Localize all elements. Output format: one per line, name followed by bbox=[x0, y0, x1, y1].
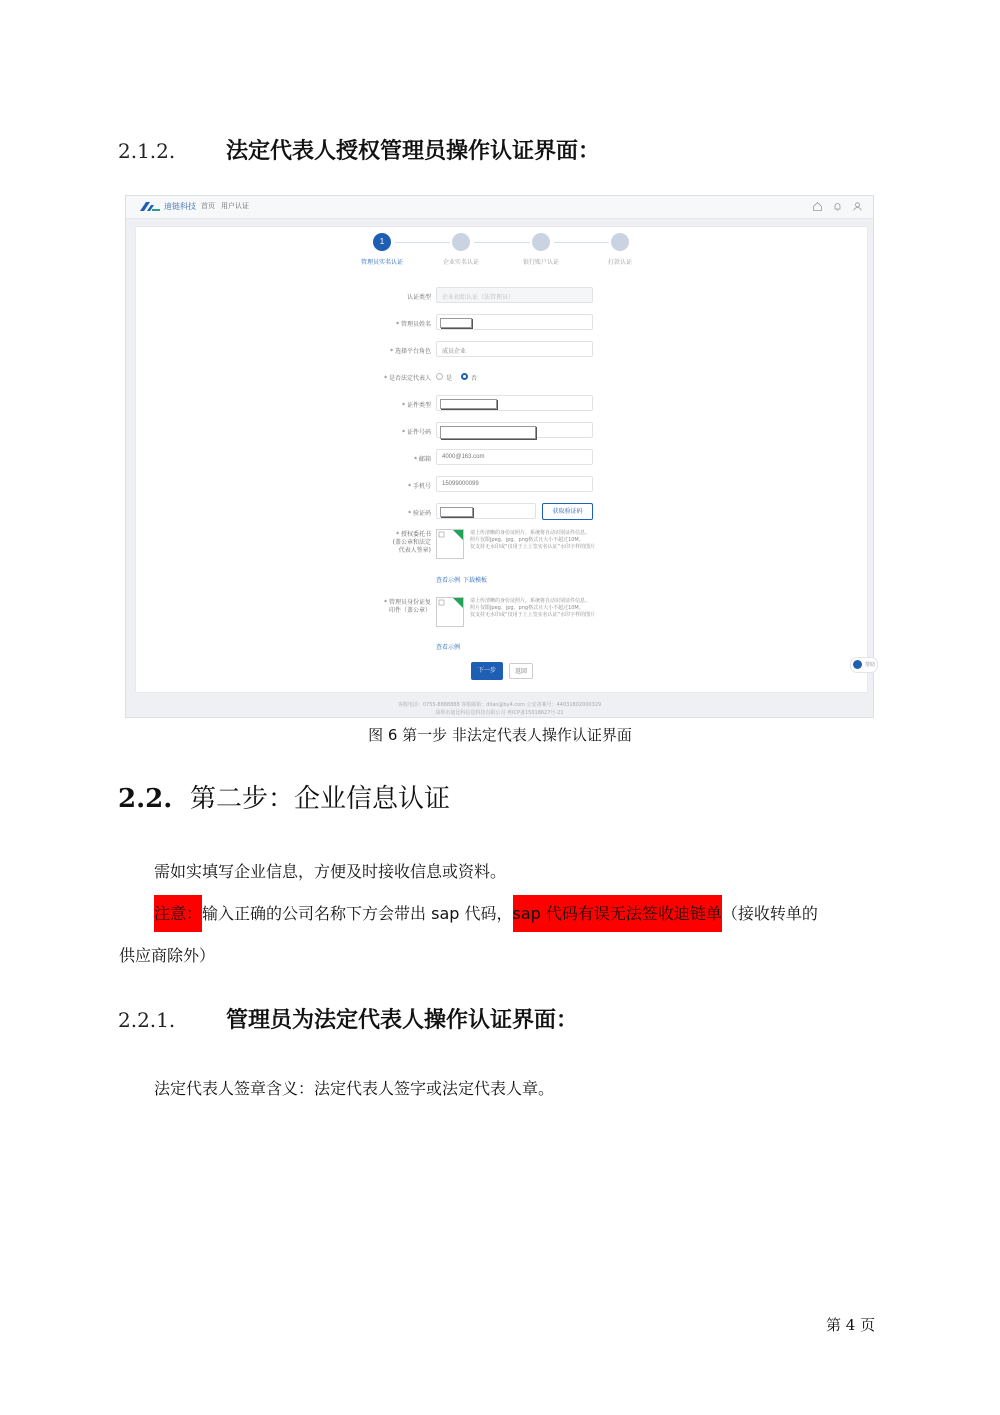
step-connector bbox=[395, 242, 450, 243]
help-float-button[interactable] bbox=[850, 657, 878, 673]
step-connector bbox=[474, 242, 530, 243]
app-footer-line-1: 客服电话：0755-8888888 客服邮箱：dlian@by4.com 公安备案号：44031802000329 bbox=[397, 702, 602, 708]
download-template-link[interactable]: 下载模板 bbox=[463, 577, 488, 584]
section-title: 法定代表人授权管理员操作认证界面： bbox=[226, 139, 601, 164]
step-4-label: 打款认证 bbox=[607, 259, 632, 266]
radio-no[interactable] bbox=[461, 373, 468, 380]
section-heading-2-2-1 bbox=[118, 1003, 578, 1034]
auth-letter-label-line: * 授权委托书 bbox=[396, 531, 431, 538]
radio-no-label: 否 bbox=[471, 375, 478, 382]
redaction-box bbox=[440, 426, 536, 439]
step-1-indicator: 1 bbox=[373, 233, 391, 251]
section-title: 管理员为法定代表人操作认证界面： bbox=[226, 1008, 579, 1033]
step-4-indicator bbox=[611, 233, 629, 251]
next-button[interactable]: 下一步 bbox=[471, 662, 503, 680]
upload-tip bbox=[470, 530, 640, 551]
auth-letter-label-line: (盖公章和法定 bbox=[392, 539, 431, 546]
upload-tip-line: 请上传清晰的身份证照片，系统将自动识别证件信息。 bbox=[470, 530, 591, 536]
sap-warning-highlight: sap 代码有误无法签收迪链单 bbox=[513, 895, 722, 932]
auth-type-select[interactable]: 企业初始认证（法管理员） bbox=[436, 287, 593, 303]
nav-user-auth-link[interactable]: 用户认证 bbox=[221, 202, 249, 210]
step-3-indicator bbox=[532, 233, 550, 251]
figure-caption: 图 6 第一步 非法定代表人操作认证界面 bbox=[368, 726, 632, 744]
auth-type-label: 认证类型 bbox=[406, 294, 431, 301]
cert-type-label: * 证件类型 bbox=[402, 402, 431, 409]
upload-tip bbox=[470, 598, 640, 619]
note-text: 输入正确的公司名称下方会带出 sap 代码， bbox=[202, 904, 513, 923]
cert-no-label: * 证件号码 bbox=[402, 429, 431, 436]
upload-tip-line: 仅支持无水印或“仅用于上上签实名认证”水印字样的图片 bbox=[470, 612, 596, 618]
bell-icon[interactable] bbox=[832, 201, 843, 212]
note-label-highlight: 注意： bbox=[154, 895, 202, 932]
section-heading-2-1-2 bbox=[118, 134, 600, 165]
email-label: * 邮箱 bbox=[414, 456, 431, 463]
phone-input[interactable]: 15099000099 bbox=[436, 476, 593, 492]
admin-id-label bbox=[321, 599, 431, 615]
radio-yes[interactable] bbox=[436, 373, 443, 380]
note-text: （接收转单的 bbox=[721, 904, 818, 923]
is-legal-rep-label: * 是否法定代表人 bbox=[384, 375, 431, 382]
upload-tip-line: 请上传清晰的身份证照片，系统将自动识别证件信息。 bbox=[470, 598, 591, 604]
paragraph-note bbox=[154, 901, 818, 924]
app-footer-line-2: 深圳市迪比科信息科技有限公司 粤ICP备15018627号-21 bbox=[435, 710, 564, 716]
section-number: 2.1.2. bbox=[118, 139, 176, 163]
redaction-box bbox=[440, 318, 472, 328]
step-1-label: 管理员实名认证 bbox=[360, 259, 403, 266]
platform-role-label: * 选择平台角色 bbox=[390, 348, 431, 355]
email-input[interactable]: 4000@163.com bbox=[436, 449, 593, 465]
get-code-button[interactable]: 获取验证码 bbox=[542, 503, 593, 520]
view-example-link[interactable]: 查看示例 bbox=[436, 577, 461, 584]
nav-home-link[interactable]: 首页 bbox=[201, 202, 215, 210]
section-heading-2-2 bbox=[118, 778, 450, 815]
platform-role-select[interactable]: 成员企业 bbox=[436, 341, 593, 357]
user-icon[interactable] bbox=[852, 201, 863, 212]
image-placeholder-icon bbox=[437, 530, 463, 558]
radio-yes-label: 是 bbox=[446, 375, 453, 382]
step-2-indicator bbox=[452, 233, 470, 251]
redaction-box bbox=[440, 507, 473, 517]
admin-id-label-line: 印件（盖公章） bbox=[388, 607, 431, 614]
figure-screenshot bbox=[125, 195, 874, 718]
code-label: * 验证码 bbox=[408, 510, 431, 517]
help-icon bbox=[853, 660, 862, 669]
page-number: 第 4 页 bbox=[826, 1316, 876, 1334]
admin-id-label-line: * 管理员身份证复 bbox=[384, 599, 431, 606]
section-title: 第二步：企业信息认证 bbox=[190, 784, 451, 814]
phone-label: * 手机号 bbox=[408, 483, 431, 490]
auth-letter-upload[interactable] bbox=[436, 529, 464, 559]
brand-name: 迪链科技 bbox=[164, 202, 196, 211]
home-icon[interactable] bbox=[812, 201, 823, 212]
image-placeholder-icon bbox=[437, 598, 463, 626]
paragraph-signature-meaning: 法定代表人签章含义：法定代表人签字或法定代表人章。 bbox=[154, 1079, 555, 1098]
paragraph-intro: 需如实填写企业信息，方便及时接收信息或资料。 bbox=[154, 862, 507, 881]
back-button[interactable]: 返回 bbox=[509, 663, 533, 679]
admin-name-label: * 管理员姓名 bbox=[396, 321, 431, 328]
upload-tip-line: 照片仅限jpeg、jpg、png格式且大小不超过10M。 bbox=[470, 605, 584, 611]
brand-logo-icon bbox=[138, 200, 160, 213]
step-connector bbox=[554, 242, 609, 243]
view-example-link[interactable]: 查看示例 bbox=[436, 644, 461, 651]
section-number: 2.2. bbox=[118, 784, 173, 814]
step-2-label: 企业实名认证 bbox=[442, 259, 479, 266]
auth-form-card bbox=[135, 226, 876, 693]
upload-tip-line: 照片仅限jpeg、jpg、png格式且大小不超过10M。 bbox=[470, 537, 584, 543]
redaction-box bbox=[440, 399, 497, 409]
auth-letter-label bbox=[321, 531, 431, 555]
step-3-label: 银行账户认证 bbox=[522, 259, 559, 266]
paragraph-note-continued: 供应商除外） bbox=[119, 946, 216, 965]
admin-id-upload[interactable] bbox=[436, 597, 464, 627]
upload-tip-line: 仅支持无水印或“仅用于上上签实名认证”水印字样的图片 bbox=[470, 544, 596, 550]
section-number: 2.2.1. bbox=[118, 1008, 176, 1032]
app-topbar bbox=[126, 196, 873, 219]
help-label: 帮助 bbox=[865, 662, 876, 668]
auth-letter-label-line: 代表人签章) bbox=[398, 547, 431, 554]
